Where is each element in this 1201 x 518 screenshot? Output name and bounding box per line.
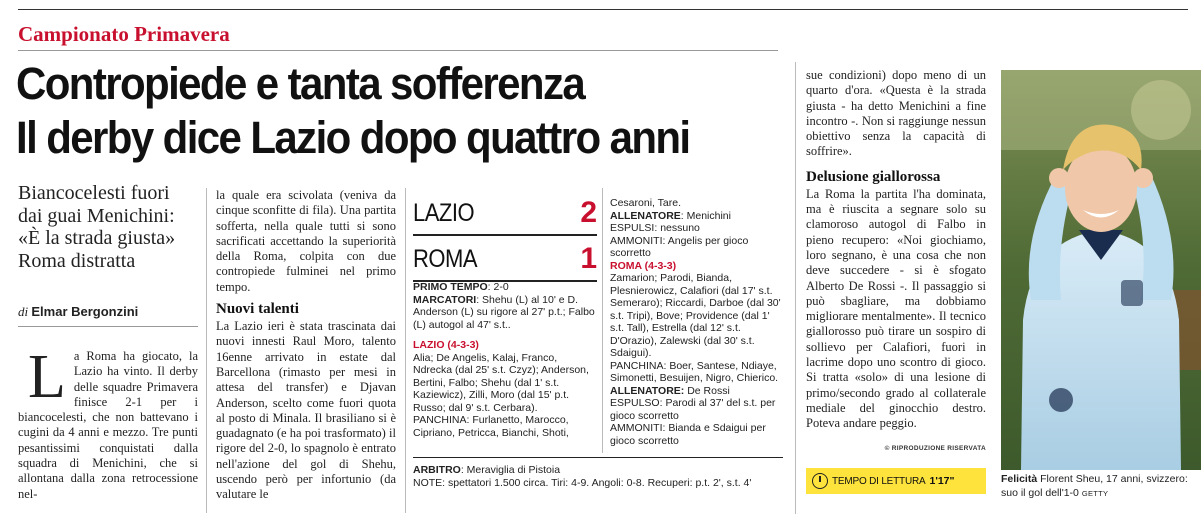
subtitle-nuovi-talenti: Nuovi talenti	[216, 301, 299, 318]
lazio-ammoniti: AMMONITI: Angelis per gioco scorretto	[610, 234, 749, 259]
byline	[18, 304, 138, 320]
top-rule	[18, 9, 1188, 10]
section-divider	[18, 50, 778, 51]
team-name-home: LAZIO	[413, 198, 475, 227]
photo-caption	[1001, 472, 1201, 501]
lazio-formation: LAZIO (4-3-3)	[413, 339, 479, 351]
team-name-away: ROMA	[413, 244, 477, 273]
byline-prefix: di	[18, 304, 29, 319]
headline	[16, 57, 786, 165]
subheadline: Biancocelesti fuori dai guai Menichini: «È la strada giusta» Roma distratta	[18, 182, 176, 272]
reading-time-label: TEMPO DI LETTURA	[832, 475, 926, 487]
player-photo	[1001, 70, 1201, 470]
drop-cap: L	[28, 343, 66, 411]
arbitro-divider	[413, 457, 783, 458]
subtitle-delusione: Delusione giallorossa	[806, 168, 941, 185]
roma-players: Zamarion; Parodi, Bianda, Plesnierowicz, Calafiori (dal 17' s.t. Semeraro); Riccardi, Darboe (dal 30' s.t. Tripi), Bove; Providence (dal 1' s.t. Tall), Estrella (dal 12' s.t. D'Orazio), Zalewski (dal 30' s.t. Sdaigui).	[610, 272, 781, 359]
team-score-away: 1	[580, 242, 597, 275]
roma-panchina: PANCHINA: Boer, Santese, Ndiaye, Simonetti, Besuijen, Nigro, Chierico.	[610, 359, 779, 384]
lazio-players: Alia; De Angelis, Kalaj, Franco, Ndrecka (dal 25' s.t. Czyz); Anderson, Bertini, Falbo; Shehu (dal 1' s.t. Kaziewicz), Zilli, Moro (dal 15' p.t. Russo; dal 9' s.t. Cerbara).	[413, 351, 589, 414]
article-paragraph: la quale era scivolata (veniva da cinque sconfitte di fila). Una partita sofferta, nella quale tutti si sono sacrificati accettando la superiorità della Roma, colpita con due contropiede fulminei nel primo tempo.	[216, 188, 396, 294]
article-paragraph: La Lazio ieri è stata trascinata dai nuovi innesti Raul Moro, talento 16enne arrivato in estate dal Barcellona (rimasto per mesi in attesa del transfer) e Djavan Anderson, scelto come fuori quota al posto di Minala. Il brasiliano si è guadagnato (e ha poi trasformato) il rigore del 2-0, lo spagnolo è entrato nell'azione del gol di Shehu, uscendo però per infortunio (da valutare le	[216, 319, 396, 502]
reading-time-value: 1'17"	[929, 475, 955, 487]
reading-time-box	[806, 468, 986, 494]
column-divider	[602, 188, 603, 453]
match-notes: NOTE: spettatori 1.500 circa. Tiri: 4-9. Angoli: 0-8. Recuperi: p.t. 2', s.t. 4'	[413, 476, 752, 489]
match-officials	[413, 464, 783, 489]
roma-espulso: ESPULSO: Parodi al 37' del s.t. per gioco scorretto	[610, 397, 776, 422]
team-row-away	[413, 236, 597, 282]
article-column-5	[806, 68, 986, 432]
team-row-home	[413, 190, 597, 236]
section-title: Campionato Primavera	[18, 22, 230, 46]
lazio-espulsi: ESPULSI: nessuno	[610, 222, 700, 234]
photo-credit: GETTY	[1081, 489, 1109, 498]
primo-tempo: PRIMO TEMPO: 2-0	[413, 281, 509, 293]
caption-text: Florent Sheu, 17 anni, svizzero: suo il gol dell'1-0	[1001, 473, 1188, 499]
arbitro: ARBITRO: Meraviglia di Pistoia	[413, 464, 561, 476]
roma-ammoniti: AMMONITI: Bianda e Sdaigui per gioco scorretto	[610, 422, 766, 447]
marcatori: MARCATORI: Shehu (L) al 10' e D. Anderson (L) su rigore al 27' p.t.; Falbo (L) autogol al 47' s.t..	[413, 293, 595, 331]
headline-line-1: Contropiede e tanta sofferenza	[16, 58, 585, 109]
lazio-panchina: PANCHINA: Furlanetto, Marocco, Cipriano, Petricca, Bianchi, Shoti,	[413, 414, 569, 439]
reproduction-notice: © RIPRODUZIONE RISERVATA	[884, 445, 986, 452]
team-score-home: 2	[580, 196, 597, 229]
clock-icon	[812, 473, 828, 489]
column-divider	[795, 62, 796, 514]
article-column-1	[18, 343, 198, 518]
article-paragraph: La Roma la partita l'ha dominata, ma è riuscita a segnare solo su clamoroso autogol di Falbo in pieno recupero: «Noi giochiamo, loro segnano, è una cosa che non deve succedere - si è sfogato Alberto De Rossi -. Il passaggio si può sbagliare, ma dobbiamo migliorare mentalmente». Il tecnico giallorosso può tirare un sospiro di sollievo per Calafiori, fuori in lacrime dopo uno scontro di gioco. Si tratta «solo» di una lesione di primo/secondo grado al collaterale mediale del ginocchio destro. Poteva andare peggio.	[806, 186, 986, 431]
byline-divider	[18, 326, 198, 327]
match-sheet-right	[610, 197, 785, 447]
column-divider	[206, 188, 207, 513]
scoreboard	[413, 190, 597, 282]
article-column-1-text: a Roma ha giocato, la Lazio ha vinto. Il derby delle squadre Primavera finisce 2-1 per i biancocelesti, che non battevano i cugini da 4 anni e mezzo. Tre punti pesantissimi conquistati dalla squadra di Menichini, che si allontana dalla zona retrocessione nel-	[18, 349, 198, 501]
lazio-allenatore: ALLENATORE: Menichini	[610, 209, 731, 222]
byline-author: Elmar Bergonzini	[31, 304, 139, 319]
player-photo-image	[1001, 70, 1201, 470]
column-divider	[405, 188, 406, 513]
roma-allenatore: ALLENATORE: De Rossi	[610, 384, 730, 397]
article-paragraph: sue condizioni) dopo meno di un quarto d'ora. «Questa è la strada giusta - ha detto Menichini a fine incontro -. Non si raggiunge nessun obiettivo senza la capacità di soffrire».	[806, 68, 986, 159]
headline-line-2: Il derby dice Lazio dopo quattro anni	[16, 112, 690, 163]
article-column-2	[216, 188, 396, 503]
roma-formation: ROMA (4-3-3)	[610, 259, 677, 272]
match-sheet-left	[413, 281, 597, 439]
lazio-panchina-cont: Cesaroni, Tare.	[610, 197, 682, 209]
caption-lead: Felicità	[1001, 473, 1038, 485]
